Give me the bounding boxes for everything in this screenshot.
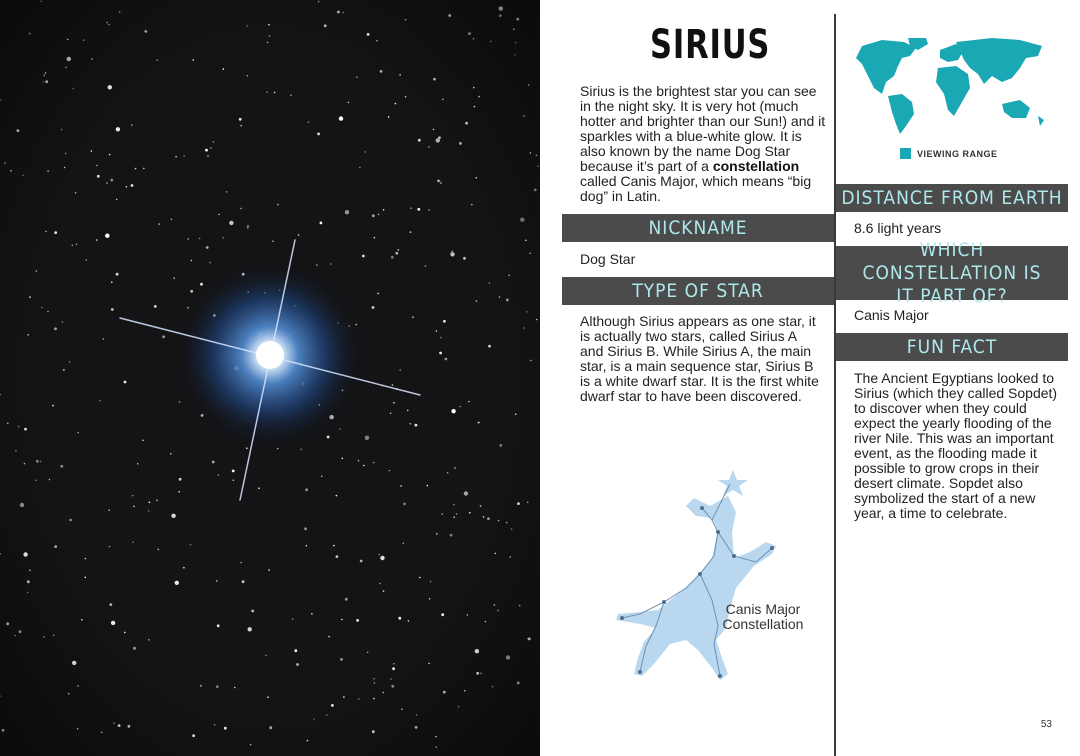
constellation-value: Canis Major <box>854 307 929 323</box>
type-of-star-heading: TYPE OF STAR <box>562 277 834 305</box>
fun-fact-text: The Ancient Egyptians looked to Sirius (which they called Sopdet) to discover when they could expect the yearly flooding of the river Nile. This was an important event, as the flooding made it possible to grow crops in their desert climate. Sopdet also symbolized the start of a new year, a time to celebrate. <box>854 370 1058 521</box>
intro-paragraph <box>580 84 830 204</box>
nickname-heading: NICKNAME <box>562 214 834 242</box>
star-shape-icon <box>718 470 748 496</box>
intro-text-start: Sirius is the brightest star you can see in the night sky. It is very hot (much hotter and brighter than our Sun!) and it sparkles with a blue-white glow. It is also known by the name Dog Star because it’s part of a <box>580 83 826 174</box>
constellation-caption-line1: Canis Major <box>725 601 801 617</box>
viewing-range-swatch <box>900 148 911 159</box>
distance-value: 8.6 light years <box>854 220 942 236</box>
nickname-value: Dog Star <box>580 251 636 267</box>
map-legend <box>900 148 998 159</box>
world-map-icon <box>852 38 1052 136</box>
constellation-heading: WHICH CONSTELLATION IS IT PART OF? <box>836 246 1068 300</box>
constellation-caption <box>718 602 808 632</box>
dog-silhouette <box>616 496 776 680</box>
type-of-star-text: Although Sirius appears as one star, it is actually two stars, called Sirius A and Sirius B. While Sirius A, the main star, is a main sequence star, Sirius B is a white dwarf star. It is the first white dwarf star to have been discovered. <box>580 313 819 404</box>
viewing-range-label: VIEWING RANGE <box>917 148 998 159</box>
column-divider <box>834 14 836 756</box>
page-number: 53 <box>1040 719 1052 730</box>
page-title: SIRIUS <box>650 22 771 68</box>
intro-text-end: called Canis Major, which means “big dog” in Latin. <box>580 173 812 204</box>
intro-keyword: constellation <box>712 158 800 174</box>
distance-heading: DISTANCE FROM EARTH <box>836 184 1068 212</box>
canis-major-constellation-figure <box>600 468 790 696</box>
fun-fact-heading: FUN FACT <box>836 333 1068 361</box>
constellation-caption-line2: Constellation <box>722 616 804 632</box>
info-page <box>540 0 1080 756</box>
